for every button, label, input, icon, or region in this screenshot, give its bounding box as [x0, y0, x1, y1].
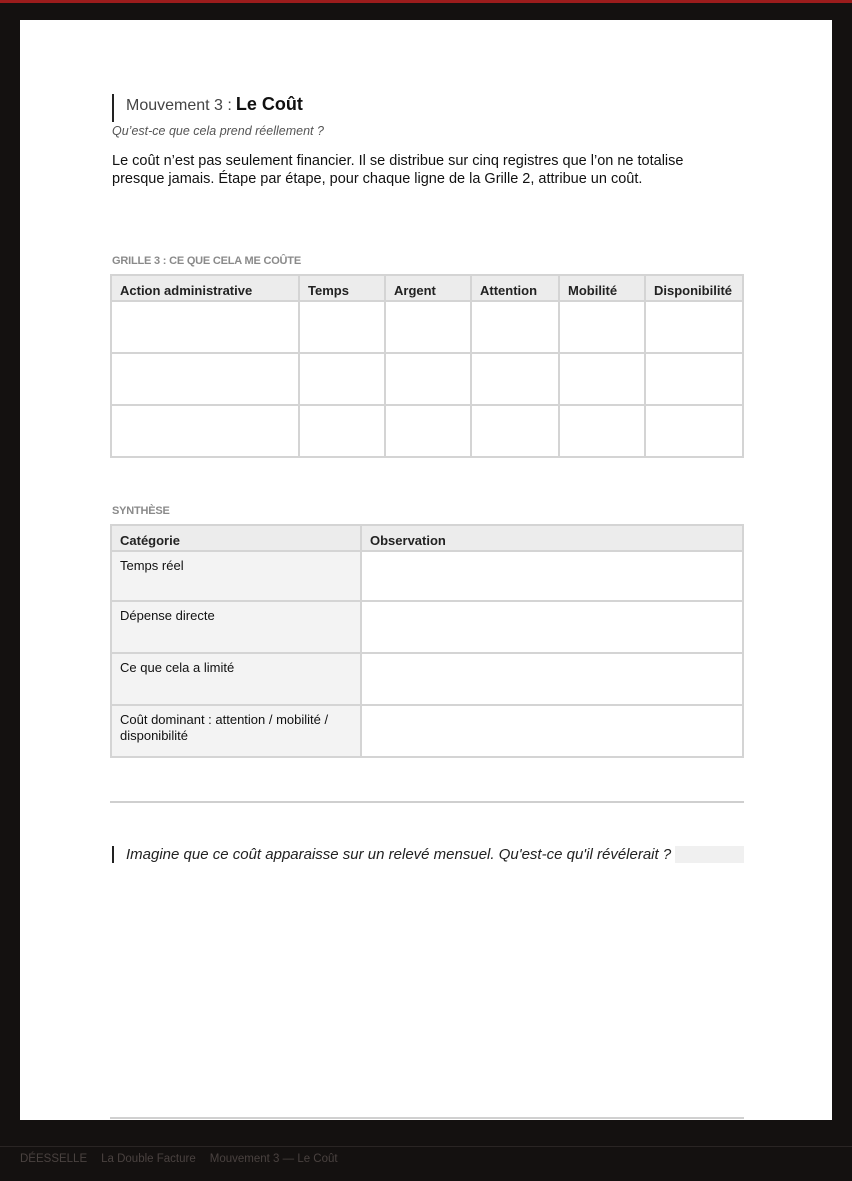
table-cell[interactable]	[299, 353, 385, 405]
synthese-header-categorie: Catégorie	[111, 525, 361, 551]
footer-brand: DÉESSELLE	[20, 1153, 88, 1165]
page-title	[112, 94, 303, 122]
footer-section-title: Mouvement 3 — Le Coût	[209, 1153, 338, 1165]
category-cell: Temps réel	[111, 551, 361, 601]
title-prefix: Mouvement 3 :	[126, 97, 232, 114]
footer-breadcrumb	[20, 1153, 338, 1165]
reflection-prompt	[112, 846, 744, 863]
table-cell[interactable]	[645, 301, 743, 353]
grille3-table	[110, 274, 744, 458]
observation-cell[interactable]	[361, 653, 743, 705]
intro-paragraph: Le coût n’est pas seulement financier. Il se distribue sur cinq registres que l’on ne totalise presque jamais. Étape par étape, pour chaque ligne de la Grille 2, attribue un coût.	[112, 153, 684, 187]
table-cell[interactable]	[385, 301, 471, 353]
synthese-header-observation: Observation	[361, 525, 743, 551]
table-cell[interactable]	[471, 405, 559, 457]
footer-document-title: La Double Facture	[101, 1153, 196, 1165]
grille3-label: GRILLE 3 : CE QUE CELA ME COÛTE	[112, 255, 301, 267]
title-main: Le Coût	[235, 94, 303, 114]
table-cell[interactable]	[471, 301, 559, 353]
observation-cell[interactable]	[361, 601, 743, 653]
grille3-header-temps: Temps	[299, 275, 385, 301]
table-cell[interactable]	[559, 301, 645, 353]
page-subtitle: Qu’est-ce que cela prend réellement ?	[112, 124, 324, 138]
prompt-answer-field[interactable]	[675, 846, 744, 863]
table-row	[111, 705, 743, 757]
table-row	[111, 551, 743, 601]
table-row	[111, 301, 743, 353]
observation-cell[interactable]	[361, 551, 743, 601]
table-cell[interactable]	[385, 405, 471, 457]
table-cell[interactable]	[299, 301, 385, 353]
synthese-table	[110, 524, 744, 758]
section-divider	[110, 801, 744, 803]
table-row	[111, 405, 743, 457]
category-cell: Ce que cela a limité	[111, 653, 361, 705]
table-cell[interactable]	[385, 353, 471, 405]
prompt-text: Imagine que ce coût apparaisse sur un relevé mensuel. Qu'est-ce qu'il révélerait ?	[126, 846, 672, 863]
grille3-header-row	[111, 275, 743, 301]
table-cell[interactable]	[559, 405, 645, 457]
table-cell[interactable]	[645, 353, 743, 405]
table-cell[interactable]	[471, 353, 559, 405]
synthese-label: SYNTHÈSE	[112, 505, 170, 517]
document-page	[20, 20, 832, 1120]
footer-bar	[0, 1146, 852, 1181]
table-cell[interactable]	[559, 353, 645, 405]
observation-cell[interactable]	[361, 705, 743, 757]
bottom-rule	[110, 1117, 744, 1119]
synthese-header-row	[111, 525, 743, 551]
table-row	[111, 601, 743, 653]
table-cell[interactable]	[645, 405, 743, 457]
top-accent-bar	[0, 0, 852, 3]
category-cell: Coût dominant : attention / mobilité / disponibilité	[111, 705, 361, 757]
grille3-header-attention: Attention	[471, 275, 559, 301]
grille3-header-disponibilite: Disponibilité	[645, 275, 743, 301]
table-cell[interactable]	[111, 301, 299, 353]
table-cell[interactable]	[299, 405, 385, 457]
table-row	[111, 653, 743, 705]
table-cell[interactable]	[111, 405, 299, 457]
category-cell: Dépense directe	[111, 601, 361, 653]
grille3-header-argent: Argent	[385, 275, 471, 301]
grille3-header-mobilite: Mobilité	[559, 275, 645, 301]
table-row	[111, 353, 743, 405]
table-cell[interactable]	[111, 353, 299, 405]
grille3-header-action: Action administrative	[111, 275, 299, 301]
